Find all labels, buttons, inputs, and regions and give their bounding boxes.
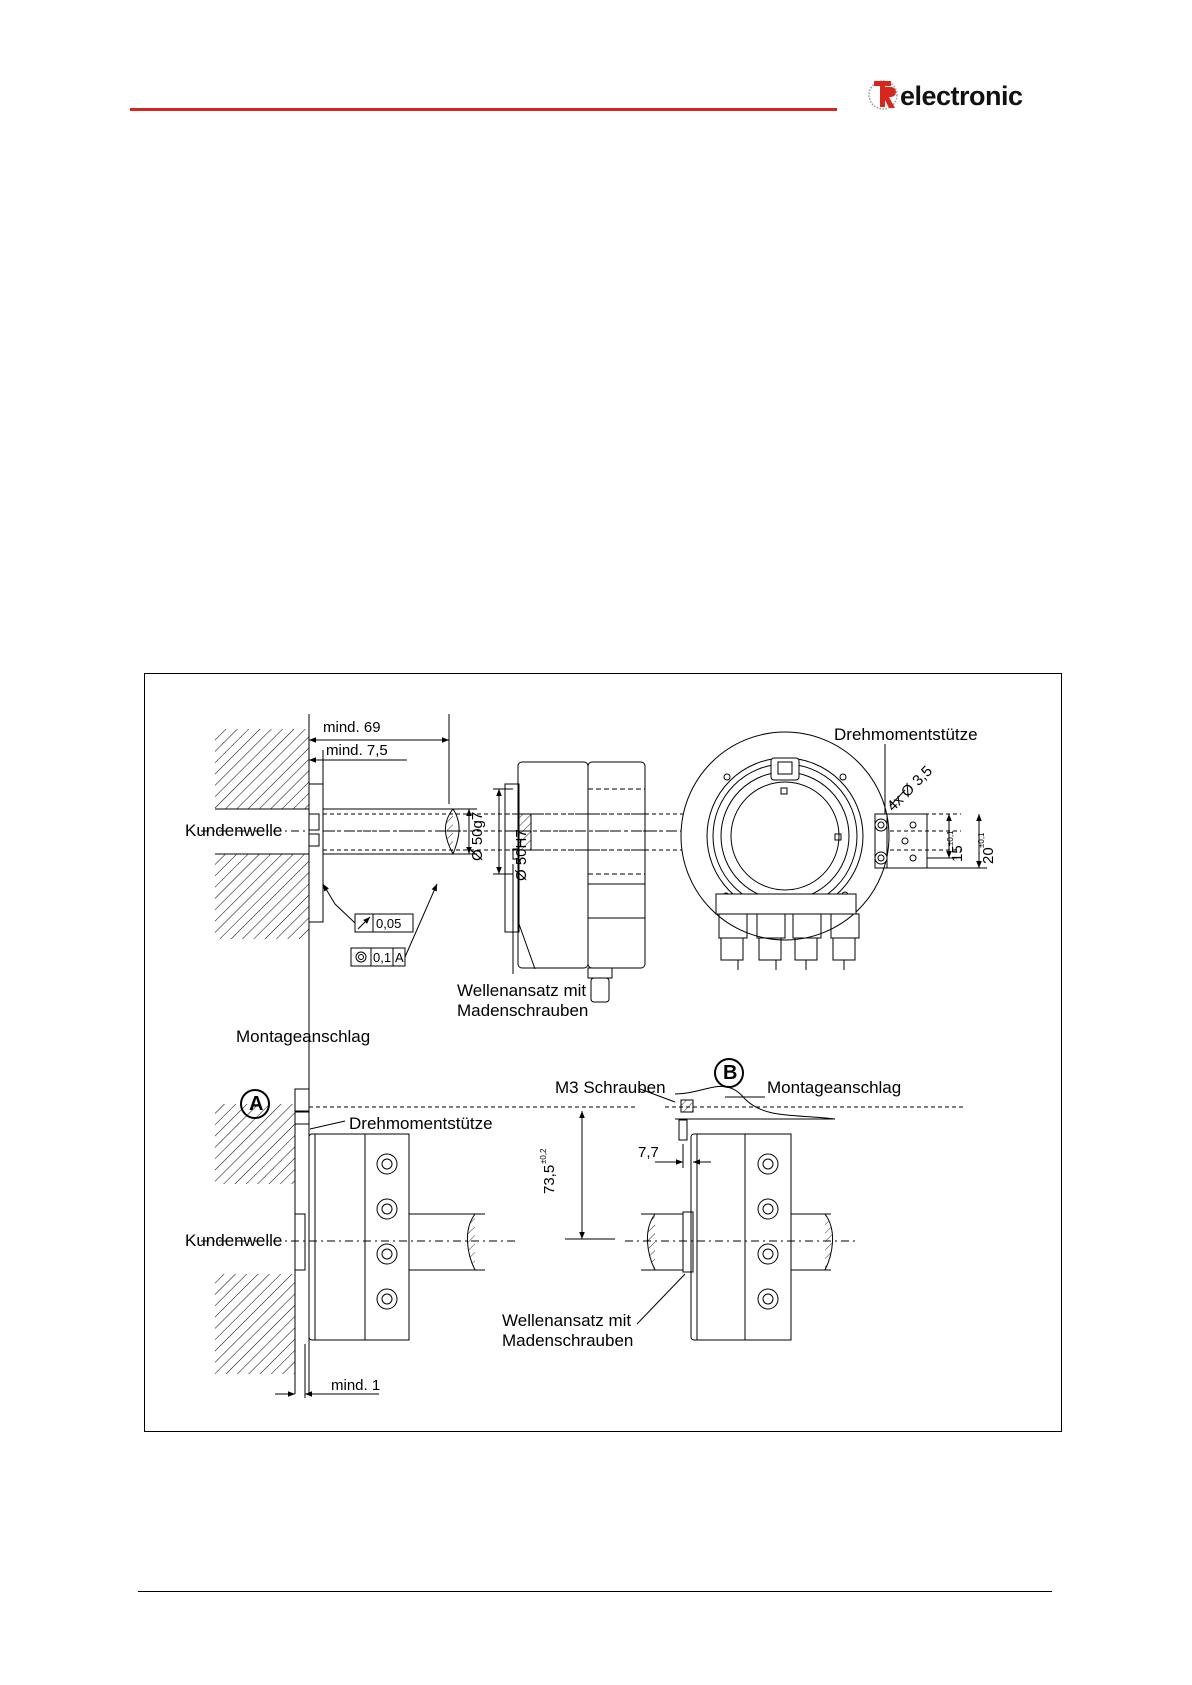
- label-wellenansatz-bottom-2: Madenschrauben: [502, 1331, 634, 1350]
- dim-73-5: [565, 1111, 615, 1239]
- flange-plate-top: [309, 784, 323, 922]
- label-dim-15: 15: [949, 845, 966, 862]
- label-dim-20: 20: [980, 847, 997, 864]
- encoder-front-view-top: [681, 732, 987, 970]
- label-tol-concentric: 0,1: [373, 950, 392, 965]
- label-tol-runout: 0,05: [376, 916, 402, 931]
- label-wellenansatz-bottom-1: Wellenansatz mit: [502, 1311, 632, 1330]
- encoder-side-view-top: [493, 762, 675, 1002]
- label-detail-a: A: [249, 1093, 264, 1115]
- header-rule: [130, 108, 837, 111]
- label-dim-15-tol: ±0,1: [946, 830, 955, 846]
- label-detail-b: B: [723, 1062, 738, 1084]
- label-wellenansatz-top-2: Madenschrauben: [457, 1001, 589, 1020]
- label-kundenwelle-bottom: Kundenwelle: [185, 1231, 283, 1250]
- label-mind-1: mind. 1: [331, 1377, 381, 1394]
- leader-wellenansatz-bottom: [637, 1274, 685, 1324]
- label-dim-73-5: 73,5: [541, 1164, 558, 1194]
- label-montageanschlag-bottom: Montageanschlag: [767, 1078, 902, 1097]
- brand-name: electronic: [900, 81, 1023, 111]
- encoder-mounted-b: [625, 1086, 855, 1340]
- brand-logo: [868, 78, 1048, 114]
- label-tol-datum: A: [395, 950, 404, 965]
- label-wellenansatz-top-1: Wellenansatz mit: [457, 981, 587, 1000]
- label-holes: 4x Ø 3,5: [883, 762, 936, 815]
- footer-rule: [138, 1591, 1052, 1592]
- label-dia-50g7: Ø 50g7: [469, 811, 486, 861]
- label-dim-20-tol: ±0,1: [977, 832, 986, 848]
- leader-drehmoment-bottom: [310, 1121, 345, 1129]
- label-drehmoment-bottom: Drehmomentstütze: [349, 1114, 493, 1133]
- label-mind-69: mind. 69: [323, 719, 381, 736]
- label-dim-73-5-tol: ±0,2: [539, 1148, 548, 1164]
- technical-drawing: [144, 673, 1062, 1432]
- label-montageanschlag-top: Montageanschlag: [236, 1027, 371, 1046]
- tr-logo-icon: [868, 78, 898, 112]
- label-kundenwelle-top: Kundenwelle: [185, 821, 283, 840]
- label-drehmoment-top: Drehmomentstütze: [834, 725, 978, 744]
- label-mind-7-5: mind. 7,5: [326, 742, 388, 759]
- label-dia-50h7: Ø 50H7: [513, 829, 530, 881]
- label-dim-7-7: 7,7: [638, 1144, 659, 1161]
- label-m3-screws: M3 Schrauben: [555, 1078, 666, 1097]
